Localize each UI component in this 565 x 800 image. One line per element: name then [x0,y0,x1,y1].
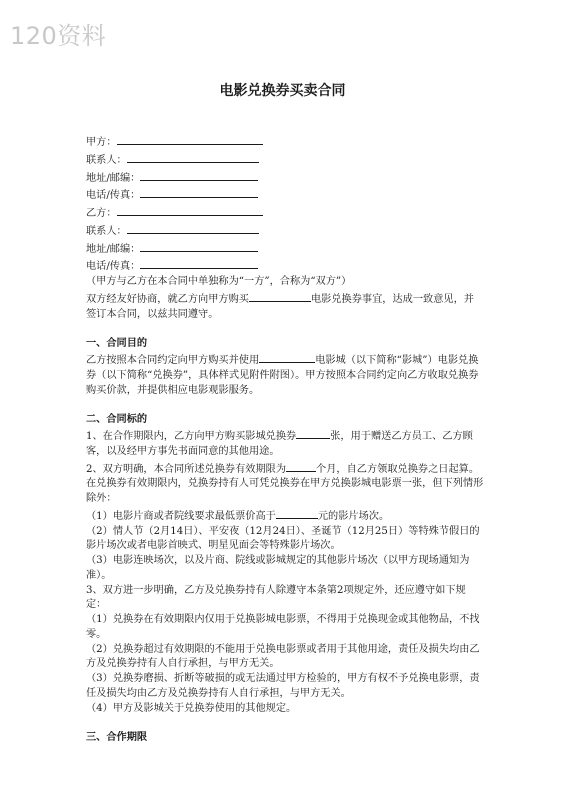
party-b-phone-blank [140,257,258,269]
party-b-address-line [86,240,484,258]
section-2-item-3: 3、双方进一步明确，乙方及兑换券持有人除遵守本条第2项规定外，还应遵守如下规定： [86,584,466,611]
parties-note: （甲方与乙方在本合同中单独称为“一方”，合称为“双方”） [86,276,352,287]
section-2-item-2 [86,460,484,507]
exception-2: （2）情人节（2月14日）、平安夜（12月24日）、圣诞节（12月25日）等特殊节假日的影片场次或者电影首映式、明星见面会等特殊影片场次。 [86,525,480,552]
party-b-address-label: 地址/邮编： [86,243,141,255]
rule-2: （2）兑换券超过有效期限的不能用于兑换电影票或者用于其他用途，责任及损失均由乙方及兑换券持有人自行承担，与甲方无关。 [86,643,480,670]
party-a-blank [117,133,263,145]
party-a-contact-line [86,151,484,169]
party-b-blank [117,204,263,216]
section-2-item-1-b: 张，用于赠送乙方员工、乙方顾客，以及经甲方事先书面同意的其他用途。 [86,431,473,457]
party-a-contact-blank [127,151,259,163]
party-a-phone-line [86,186,484,204]
party-b-contact-label: 联系人： [86,225,127,237]
party-a-address-line [86,169,484,187]
section-1-text-b: 电影城（以下简称“影城”）电影兑换券（以下简称“兑换券”，具体样式见附件附图）。甲方按照本合同约定向乙方收取兑换券购买价款，并提供相应电影观影服务。 [86,355,479,396]
section-2-item-1-a: 1、在合作期限内，乙方向甲方购买影城兑换券 [86,431,297,442]
exception-1-b: 元的影片场次。 [317,510,390,522]
exception-1 [86,507,484,525]
section-2-heading: 二、合同标的 [86,413,148,426]
party-b-label: 乙方： [86,208,117,219]
section-2-item-1-blank [296,427,330,439]
party-a-address-blank [140,169,258,181]
party-a-phone-label: 电话/传真： [86,190,141,202]
section-1-paragraph [86,351,484,398]
preamble-intro-b: 电影兑换券事宜，达成一致意见，并签订本合同，以兹共同遵守。 [86,293,474,320]
exception-1-a: （1）电影片商或者院线要求最低票价高于 [86,510,276,522]
party-b-phone-line [86,257,484,275]
party-a-label: 甲方： [86,137,117,148]
preamble-intro [86,290,484,323]
section-1-heading: 一、合同目的 [86,337,148,350]
section-3-heading: 三、合作期限 [86,731,148,744]
party-b-contact-line [86,222,484,240]
rule-1: （1）兑换券在有效期限内仅用于兑换影城电影票，不得用于兑换现金或其他物品，不找零。 [86,614,480,640]
section-1-text-a: 乙方按照本合同约定向甲方购买并使用 [86,355,260,366]
party-b-address-blank [140,240,258,252]
section-2-item-2-b: 个月，自乙方领取兑换券之日起算。在兑换券有效期限内，兑换券持有人可凭兑换券在甲方兑换影城电影票一张，但下列情形除外： [86,463,484,504]
party-b-line [86,204,484,222]
party-b-contact-blank [127,222,259,234]
party-a-address-label: 地址/邮编： [86,172,141,184]
section-2-item-1 [86,427,484,460]
preamble-blank [249,290,311,302]
rule-3: （3）兑换券磨损、折断等破损的或无法通过甲方检验的，甲方有权不予兑换电影票，责任及损失均由乙方及兑换券持有人自行承担，与甲方无关。 [86,673,480,699]
party-a-contact-label: 联系人： [86,154,127,166]
exception-3: （3）电影连映场次，以及片商、院线或影城规定的其他影片场次（以甲方现场通知为准）。 [86,555,470,581]
party-a-phone-blank [140,186,258,198]
exception-1-blank [276,507,318,519]
section-2-item-2-blank [286,460,316,472]
rule-4: （4）甲方及影城关于兑换券使用的其他规定。 [86,702,297,714]
party-b-phone-label: 电话/传真： [86,261,141,273]
watermark-logo: 120资料 [10,22,107,50]
document-title: 电影兑换券买卖合同 [219,83,346,99]
section-2-item-2-a: 2、双方明确，本合同所述兑换券有效期限为 [86,463,287,475]
preamble-intro-a: 双方经友好协商，就乙方向甲方购买 [86,293,249,305]
party-a-line [86,133,484,151]
section-1-blank [259,351,315,363]
contract-body [86,133,484,745]
